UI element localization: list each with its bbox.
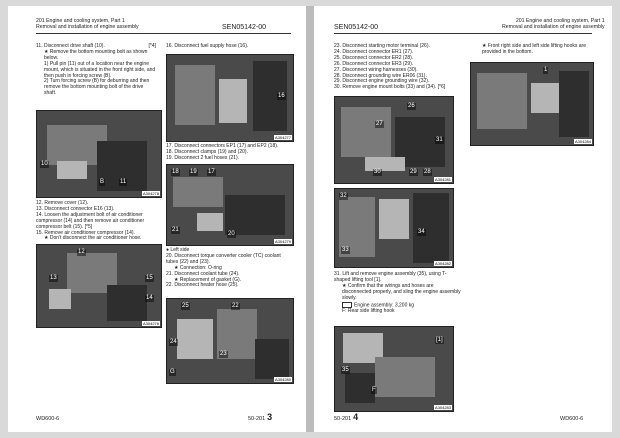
right-footer-model: WD600-6 bbox=[560, 416, 584, 422]
callout-14: 14 bbox=[146, 295, 153, 301]
callout-27: 27 bbox=[376, 121, 383, 127]
step-30-marker: [*6] bbox=[437, 84, 446, 91]
step-23: 23. Disconnect starting motor terminal (26). bbox=[334, 43, 430, 49]
callout-1: 1 bbox=[544, 67, 548, 73]
book-gutter bbox=[306, 6, 314, 432]
step-27: 27. Disconnect wiring harnesses (30). bbox=[334, 66, 418, 73]
step-11-sub1: 1) Pull pin (11) out of a location near the engine mount, which is situated in the front right side, and then push in forcing screw (B). bbox=[44, 60, 156, 79]
step-28: 28. Disconnect grounding wire ER06 (31). bbox=[334, 72, 427, 79]
callout-18: 18 bbox=[172, 169, 179, 175]
step-29: 29. Disconnect engine grounding wire (32). bbox=[334, 78, 430, 85]
steps-20-22 bbox=[166, 248, 294, 289]
photo-code: A304276 bbox=[142, 321, 159, 326]
right-header bbox=[502, 18, 605, 30]
photo-code: A304281 bbox=[434, 177, 451, 182]
left-header bbox=[36, 18, 139, 30]
photo-code: A304284 bbox=[574, 139, 591, 144]
callout-g: G bbox=[170, 369, 175, 375]
callout-25: 25 bbox=[182, 303, 189, 309]
callout-11: 11 bbox=[120, 179, 127, 185]
callout-24: 24 bbox=[170, 339, 177, 345]
photo-code: A304282 bbox=[434, 261, 451, 266]
steps-17-19 bbox=[166, 144, 294, 162]
callout-32: 32 bbox=[340, 193, 347, 199]
step-21-note: ★ Replacement of gasket (G). bbox=[174, 276, 242, 283]
step-21: 21. Disconnect coolant tube (24). bbox=[166, 270, 240, 277]
step-30: 30. Remove engine mount bolts (33) and (34). [*6] bbox=[334, 84, 446, 91]
step-26: 26. Disconnect connector ER3 (29). bbox=[334, 60, 414, 67]
photo-fuel-supply bbox=[166, 54, 294, 142]
photo-connectors bbox=[166, 164, 294, 246]
step-14: 14. Loosen the adjustment bolt of air conditioner compressor (14) and then remove air conditioner compressor belt (15). [*5] bbox=[36, 211, 145, 230]
step-20: 20. Disconnect torque converter cooler (TC) coolant tubes (22) and (23). bbox=[166, 252, 281, 265]
step-13: 13. Disconnect connector E16 (13). bbox=[36, 205, 115, 212]
callout-30: 30 bbox=[374, 169, 381, 175]
left-header-rule bbox=[36, 33, 291, 34]
step-18: 18. Disconnect clamps (19) and (20). bbox=[166, 148, 248, 155]
lifting-hook-note: F: Rear side lifting hook bbox=[342, 307, 395, 314]
callout-21: 21 bbox=[172, 227, 179, 233]
callout-20: 20 bbox=[228, 231, 235, 237]
photo-front-hooks bbox=[470, 62, 594, 146]
callout-10: 10 bbox=[41, 161, 48, 167]
photo-coolant-tubes bbox=[166, 298, 294, 384]
photo-code: A304279 bbox=[274, 239, 291, 244]
step-19: 19. Disconnect 2 fuel hoses (21). bbox=[166, 154, 240, 161]
photo-code: A304280 bbox=[274, 377, 291, 382]
step-20-note: ★ Connection: O-ring bbox=[174, 264, 222, 271]
step-11: 11. Disconnect drive shaft (10). [*4] bbox=[36, 43, 156, 49]
left-footer-page: 50-201 3 bbox=[248, 412, 273, 422]
photo-engine-mount bbox=[334, 188, 454, 268]
left-doc-id: SEN05142-00 bbox=[222, 24, 266, 31]
photo-code: A304278 bbox=[142, 191, 159, 196]
step-25: 25. Disconnect connector ER2 (28). bbox=[334, 54, 414, 61]
step-15: 15. Remove air conditioner compressor (14). bbox=[36, 229, 135, 236]
step-16-text bbox=[166, 44, 294, 50]
right-header-line2: Removal and installation of engine assembly bbox=[502, 24, 605, 30]
left-col1-text-mid bbox=[36, 201, 160, 242]
callout-12: 12 bbox=[78, 249, 85, 255]
callout-17: 17 bbox=[208, 169, 215, 175]
step-31-block bbox=[334, 272, 462, 315]
callout-31: 31 bbox=[436, 137, 443, 143]
step-11-sub2: 2) Turn forcing screw (B) for deburring and then remove the bottom mounting bolt of the drive shaft. bbox=[44, 78, 150, 97]
photo-code: A304277 bbox=[274, 135, 291, 140]
callout-15: 15 bbox=[146, 275, 153, 281]
callout-23: 23 bbox=[220, 351, 227, 357]
steps-23-30 bbox=[334, 44, 462, 91]
callout-13: 13 bbox=[50, 275, 57, 281]
callout-28: 28 bbox=[424, 169, 431, 175]
photo-drive-shaft bbox=[36, 110, 162, 198]
photo-code: A304283 bbox=[434, 405, 451, 410]
callout-26: 26 bbox=[408, 103, 415, 109]
step-11-marker: [*4] bbox=[148, 43, 156, 49]
right-footer-page: 50-201 4 bbox=[334, 412, 359, 422]
right-header-rule bbox=[334, 33, 592, 34]
callout-22: 22 bbox=[232, 303, 239, 309]
step-14-marker: [*5] bbox=[84, 223, 93, 230]
right-col2-text bbox=[474, 44, 598, 56]
callout-29: 29 bbox=[410, 169, 417, 175]
step-12: 12. Remove cover (12). bbox=[36, 200, 89, 206]
callout-35: 35 bbox=[342, 367, 349, 373]
callout-16: 16 bbox=[278, 93, 285, 99]
callout-f: F bbox=[372, 387, 376, 393]
photo-wiring bbox=[334, 96, 454, 184]
callout-b: B bbox=[100, 179, 105, 185]
photo-ac-compressor bbox=[36, 244, 162, 328]
step-16: 16. Disconnect fuel supply hose (16). bbox=[166, 43, 249, 49]
callout-tool-1: [1] bbox=[436, 337, 443, 343]
step-11-note: ★ Remove the bottom mounting bolt as shown below. bbox=[44, 48, 148, 61]
callout-19: 19 bbox=[190, 169, 197, 175]
step-17: 17. Disconnect connectors EP1 (17) and EP2 (18). bbox=[166, 143, 279, 149]
step-22: 22. Disconnect heater hose (25). bbox=[166, 282, 239, 289]
step-31-note: ★ Confirm that the wirings and hoses are disconnected properly, and sling the engine assembly slowly. bbox=[342, 282, 461, 301]
step-24: 24. Disconnect connector ER1 (27). bbox=[334, 48, 414, 55]
step-31: 31. Lift and remove engine assembly (35), using T-shaped lifting tool [1]. bbox=[334, 271, 447, 283]
left-footer-model: WD600-6 bbox=[36, 416, 60, 422]
left-side-label: ● Left side bbox=[166, 247, 190, 253]
weight-icon bbox=[342, 302, 352, 308]
front-hooks-note: ★ Front right side and left side lifting hooks are provided in the bottom. bbox=[482, 43, 586, 55]
callout-34: 34 bbox=[418, 229, 425, 235]
left-header-line1: 201 Engine and cooling system, Part 1 bbox=[36, 18, 125, 24]
right-page bbox=[314, 6, 612, 432]
left-col1-text-top bbox=[36, 44, 156, 97]
right-doc-id: SEN05142-00 bbox=[334, 24, 378, 31]
step-15-note: ★ Don't disconnect the air conditioner hose. bbox=[44, 235, 142, 242]
photo-lifting bbox=[334, 326, 454, 412]
left-header-line2: Removal and installation of engine assembly bbox=[36, 24, 139, 30]
engine-weight: Engine assembly: 3,200 kg bbox=[334, 302, 462, 309]
callout-33: 33 bbox=[342, 247, 349, 253]
right-header-line1: 201 Engine and cooling system, Part 1 bbox=[515, 18, 605, 24]
left-page bbox=[8, 6, 306, 432]
